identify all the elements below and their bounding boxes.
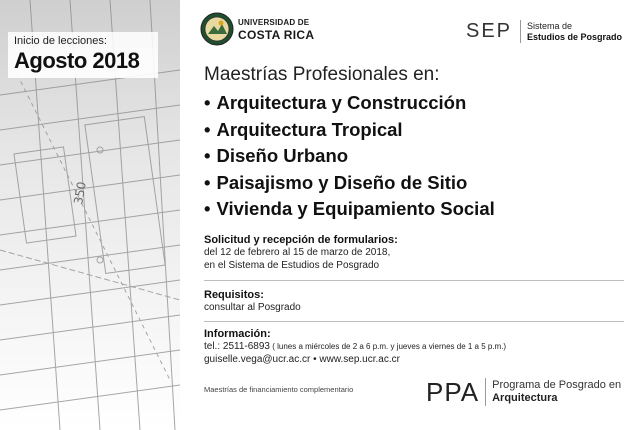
phone-number: tel.: 2511-6893 <box>204 341 270 352</box>
intro-heading: Maestrías Profesionales en: <box>204 64 440 85</box>
blueprint-panel <box>0 0 180 430</box>
sep-line2: Estudios de Posgrado <box>527 31 623 42</box>
solicitud-section <box>204 234 624 272</box>
informacion-section <box>204 328 624 366</box>
solicitud-title: Solicitud y recepción de formularios: <box>204 234 398 246</box>
ppa-logo <box>426 378 621 406</box>
informacion-title: Información: <box>204 328 271 340</box>
ppa-line2: Arquitectura <box>492 392 558 404</box>
ppa-line1: Programa de Posgrado en <box>492 379 622 391</box>
informacion-contact: guiselle.vega@ucr.ac.cr • www.sep.ucr.ac.cr <box>204 353 400 365</box>
ucr-seal-icon <box>200 12 234 46</box>
requisitos-line1: consultar al Posgrado <box>204 302 301 313</box>
start-date: Agosto 2018 <box>8 48 158 78</box>
program-list <box>204 90 495 223</box>
sep-mark: SEP <box>466 20 521 43</box>
sep-logo <box>466 20 622 43</box>
ucr-line1: UNIVERSIDAD DE <box>238 18 310 27</box>
start-label: Inicio de lecciones: <box>8 32 158 48</box>
start-date-box <box>8 32 158 78</box>
sep-line1: Sistema de <box>527 20 573 31</box>
program-item: • Arquitectura Tropical <box>204 117 495 144</box>
ucr-logo <box>200 12 314 46</box>
program-item: • Arquitectura y Construcción <box>204 90 495 117</box>
informacion-phone <box>204 341 624 354</box>
solicitud-line1: del 12 de febrero al 15 de marzo de 2018, <box>204 247 391 258</box>
footnote: Maestrías de financiamiento complementario <box>204 385 354 394</box>
office-hours: ( lunes a miércoles de 2 a 6 p.m. y jueves a viernes de 1 a 5 p.m.) <box>269 342 507 351</box>
requisitos-section <box>204 289 624 315</box>
program-item: • Diseño Urbano <box>204 143 495 170</box>
ucr-line2: COSTA RICA <box>238 28 315 42</box>
divider <box>204 280 624 281</box>
program-item: • Paisajismo y Diseño de Sitio <box>204 170 495 197</box>
ppa-mark: PPA <box>426 378 486 406</box>
blueprint-dimension: 350 <box>71 180 89 206</box>
program-item: • Vivienda y Equipamiento Social <box>204 196 495 223</box>
solicitud-line2: en el Sistema de Estudios de Posgrado <box>204 259 380 271</box>
divider <box>204 321 624 322</box>
requisitos-title: Requisitos: <box>204 289 264 301</box>
